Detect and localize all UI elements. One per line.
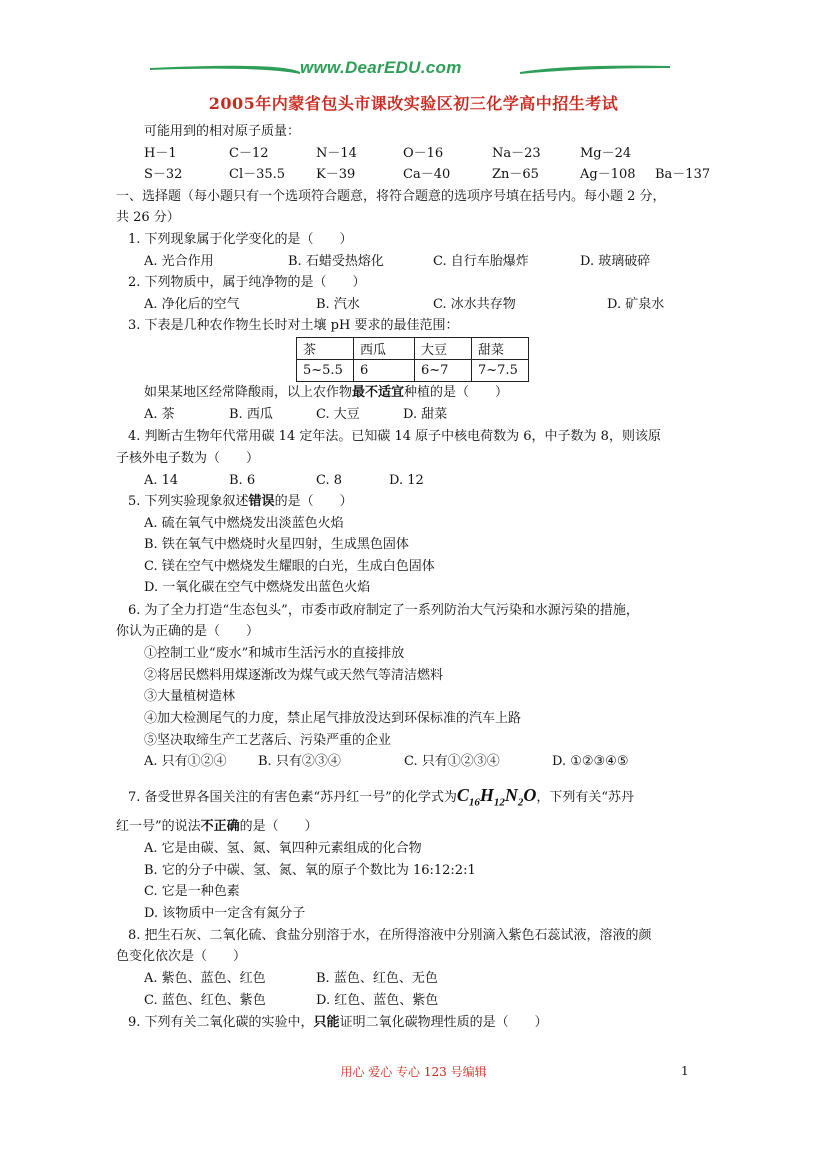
table-row — [297, 338, 529, 360]
atomic-na: Na－23 — [492, 146, 541, 161]
atomic-zn: Zn－65 — [492, 167, 539, 182]
q4-option-a: A. 14 — [144, 473, 179, 488]
q2-stem: 2. 下列物质中，属于纯净物的是（ ） — [128, 275, 366, 290]
q3-stem: 3. 下表是几种农作物生长时对土壤 pH 要求的最佳范围： — [128, 318, 459, 333]
q3-option-d: D. 甜菜 — [403, 407, 448, 422]
atomic-k: K－39 — [316, 167, 356, 182]
q5-option-d: D. 一氧化碳在空气中燃烧发出蓝色火焰 — [144, 580, 371, 595]
page-number: 1 — [681, 1064, 689, 1078]
q3-option-c: C. 大豆 — [316, 407, 360, 422]
ph-table — [296, 337, 529, 382]
q6-item-4: ④加大检测尾气的力度，禁止尾气排放没达到环保标准的汽车上路 — [144, 711, 522, 726]
table-cell: 6~7 — [415, 360, 472, 382]
table-cell: 茶 — [297, 338, 354, 360]
q3-option-b: B. 西瓜 — [229, 407, 273, 422]
q4-stem-cont: 子核外电子数为（ ） — [116, 451, 260, 466]
q8-stem-cont: 色变化依次是（ ） — [116, 949, 247, 964]
q6-option-c: C. 只有①②③④ — [404, 754, 500, 769]
table-cell: 5~5.5 — [297, 360, 354, 382]
table-cell: 7~7.5 — [472, 360, 529, 382]
atomic-s: S－32 — [144, 167, 183, 182]
q7-stem: 7. 备受世界各国关注的有害色素“苏丹红一号”的化学式为$C_{16}H_{12}N_2O$，下列有关“苏丹 — [128, 785, 635, 809]
q8-stem: 8. 把生石灰、二氧化硫、食盐分别溶于水，在所得溶液中分别滴入紫色石蕊试液，溶液的颜 — [128, 928, 652, 943]
table-cell: 甜菜 — [472, 338, 529, 360]
q6-option-a: A. 只有①②④ — [144, 754, 227, 769]
atomic-o: O－16 — [403, 146, 444, 161]
q6-stem: 6. 为了全力打造“生态包头”，市委市政府制定了一系列防治大气污染和水源污染的措施， — [128, 603, 639, 618]
table-row — [297, 360, 529, 382]
q6-item-3: ③大量植树造林 — [144, 689, 236, 704]
q7-option-b: B. 它的分子中碳、氢、氮、氧的原子个数比为 16:12:2:1 — [144, 863, 476, 878]
atomic-intro: 可能用到的相对原子质量： — [144, 124, 301, 139]
q5-option-b: B. 铁在氧气中燃烧时火星四射，生成黑色固体 — [144, 537, 409, 552]
table-cell: 西瓜 — [354, 338, 415, 360]
q1-option-d: D. 玻璃破碎 — [580, 254, 651, 269]
q1-stem: 1. 下列现象属于化学变化的是（ ） — [128, 232, 353, 247]
section-heading: 一、选择题（每小题只有一个选项符合题意，将符合题意的选项序号填在括号内。每小题 2 分， — [116, 189, 666, 204]
q4-option-d: D. 12 — [389, 473, 424, 488]
q1-option-c: C. 自行车胎爆炸 — [433, 254, 529, 269]
q7-option-d: D. 该物质中一定含有氮分子 — [144, 906, 306, 921]
q8-option-d: D. 红色、蓝色、紫色 — [316, 993, 439, 1008]
table-cell: 6 — [354, 360, 415, 382]
atomic-h: H－1 — [144, 146, 177, 161]
section-heading-cont: 共 26 分） — [116, 210, 180, 225]
q6-item-1: ①控制工业“废水”和城市生活污水的直接排放 — [144, 646, 405, 661]
table-cell: 大豆 — [415, 338, 472, 360]
atomic-n: N－14 — [316, 146, 357, 161]
q2-option-c: C. 冰水共存物 — [433, 297, 516, 312]
chemical-formula: $C_{16}H_{12}N_2O$ — [456, 785, 537, 809]
q1-option-a: A. 光合作用 — [144, 254, 214, 269]
q8-option-c: C. 蓝色、红色、紫色 — [144, 993, 266, 1008]
q8-option-b: B. 蓝色、红色、无色 — [316, 971, 438, 986]
atomic-ca: Ca－40 — [403, 167, 451, 182]
page-title: 2005年内蒙省包头市课改实验区初三化学高中招生考试 — [208, 94, 619, 113]
q3-follow: 如果某地区经常降酸雨，以上农作物最不适宜种植的是（ ） — [144, 385, 509, 400]
q1-option-b: B. 石蜡受热熔化 — [288, 254, 384, 269]
q6-item-2: ②将居民燃料用煤逐渐改为煤气或天然气等清洁燃料 — [144, 668, 444, 683]
atomic-mg: Mg－24 — [580, 146, 632, 161]
q6-option-b: B. 只有②③④ — [258, 754, 341, 769]
q5-option-c: C. 镁在空气中燃烧发生耀眼的白光，生成白色固体 — [144, 559, 435, 574]
q9-stem: 9. 下列有关二氧化碳的实验中，只能证明二氧化碳物理性质的是（ ） — [128, 1015, 548, 1030]
q6-item-5: ⑤坚决取缔生产工艺落后、污染严重的企业 — [144, 733, 392, 748]
q5-stem: 5. 下列实验现象叙述错误的是（ ） — [128, 494, 353, 509]
q2-option-d: D. 矿泉水 — [607, 297, 665, 312]
atomic-cl: Cl－35.5 — [229, 167, 286, 182]
q7-option-a: A. 它是由碳、氢、氮、氧四种元素组成的化合物 — [144, 841, 422, 856]
q6-stem-cont: 你认为正确的是（ ） — [116, 624, 260, 639]
q4-option-c: C. 8 — [316, 473, 343, 488]
footer-note: 用心 爱心 专心 123 号编辑 — [340, 1065, 487, 1079]
q2-option-a: A. 净化后的空气 — [144, 297, 240, 312]
q5-option-a: A. 硫在氧气中燃烧发出淡蓝色火焰 — [144, 516, 344, 531]
q4-stem: 4. 判断古生物年代常用碳 14 定年法。已知碳 14 原子中核电荷数为 6，中子数为 8，则该原 — [128, 429, 661, 444]
q2-option-b: B. 汽水 — [316, 297, 360, 312]
q6-option-d: D. ①②③④⑤ — [552, 754, 629, 769]
site-logo[interactable]: www.DearEDU.com — [300, 58, 462, 77]
q7-stem-cont: 红一号”的说法不正确的是（ ） — [116, 819, 318, 834]
q7-option-c: C. 它是一种色素 — [144, 884, 240, 899]
atomic-c: C－12 — [229, 146, 269, 161]
q3-option-a: A. 茶 — [144, 407, 175, 422]
q4-option-b: B. 6 — [229, 473, 256, 488]
atomic-ba: Ba－137 — [655, 167, 711, 182]
q8-option-a: A. 紫色、蓝色、红色 — [144, 971, 266, 986]
atomic-ag: Ag－108 — [580, 167, 636, 182]
